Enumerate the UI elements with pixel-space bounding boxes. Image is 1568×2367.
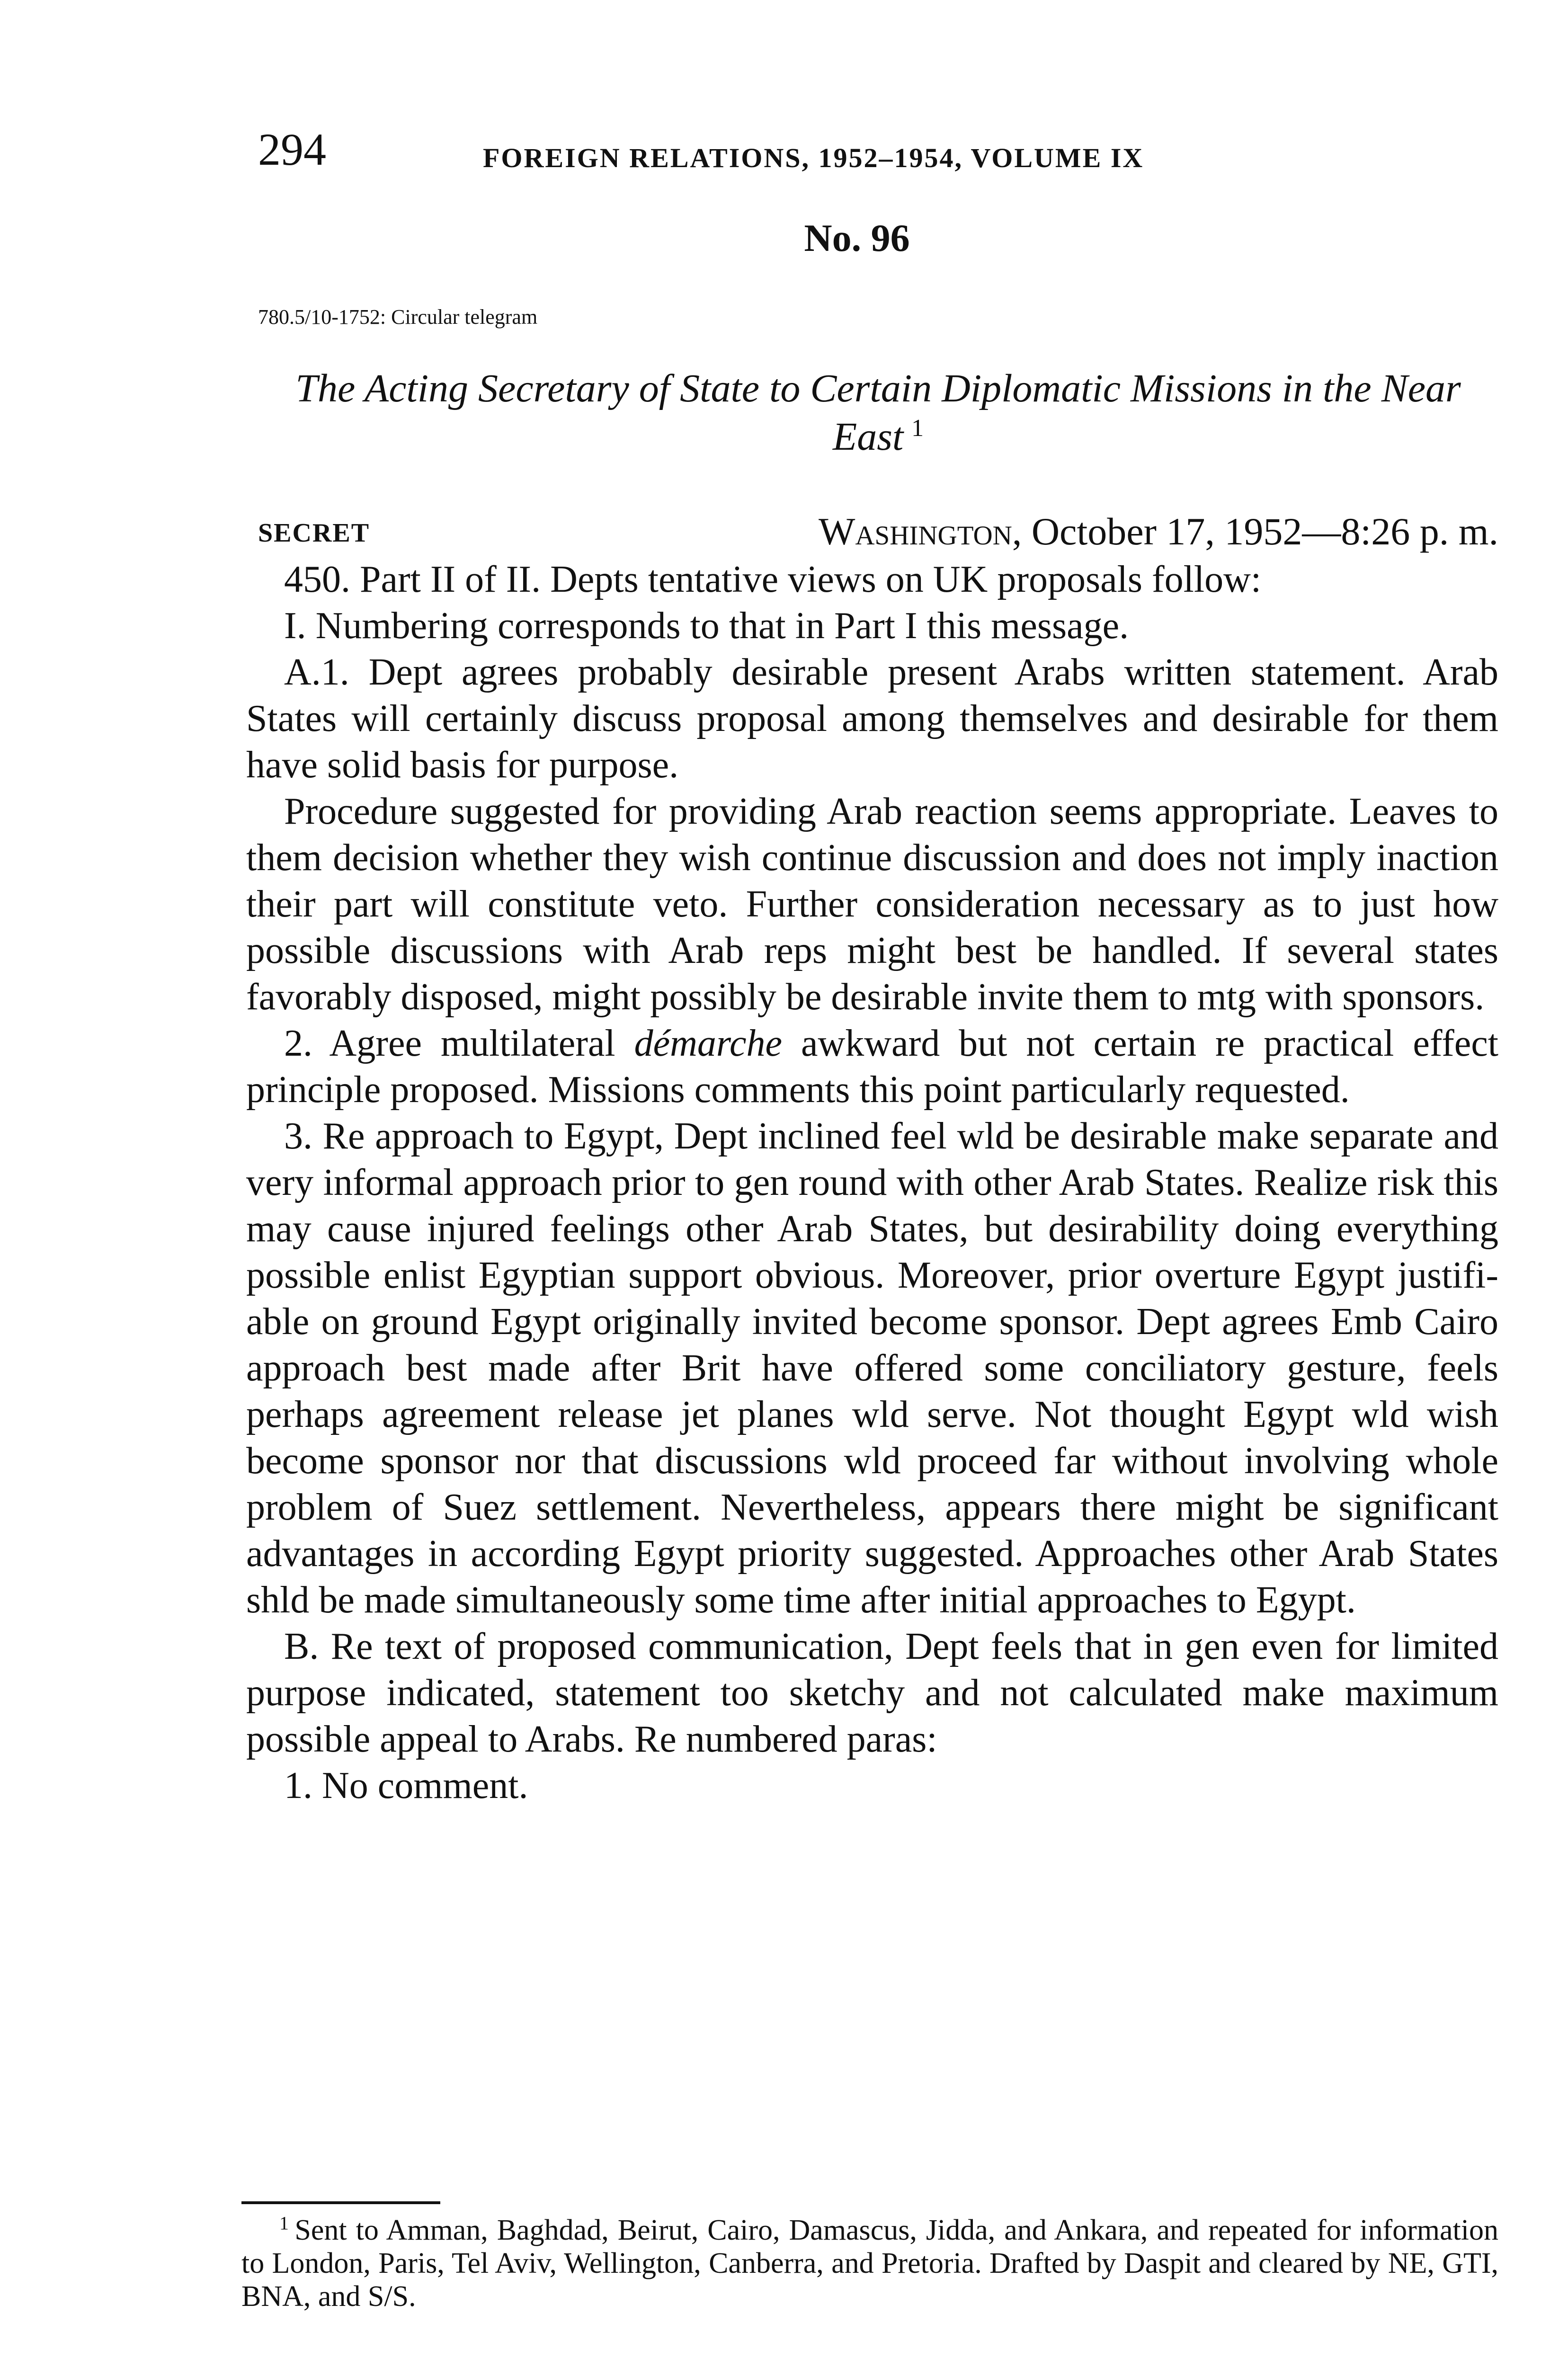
footnote-marker: 1	[279, 2212, 289, 2234]
dateline-place: Washington,	[818, 510, 1022, 553]
body-paragraph: 2. Agree multilateral démarche awkward but not certain re practical effect principle proposed. Missions comments this point particularly requested.	[246, 1023, 1499, 1111]
telegram-body	[246, 556, 1498, 1809]
body-paragraph: B. Re text of proposed communication, Dept feels that in gen even for limited purpose indicated, statement too sketchy and not calculated make maximum possible appeal to Arabs. Re numbered paras:	[246, 1626, 1498, 1760]
document-title	[258, 365, 1498, 461]
dateline-date: October 17, 1952—8:26 p. m.	[1031, 510, 1498, 553]
italic-term: démarche	[634, 1023, 783, 1064]
running-title: FOREIGN RELATIONS, 1952–1954, VOLUME IX	[483, 142, 1144, 173]
footnote-divider	[241, 2201, 440, 2204]
file-reference: 780.5/10-1752: Circular telegram	[258, 305, 538, 329]
body-paragraph: 450. Part II of II. Depts tentative views on UK proposals follow:	[284, 559, 1262, 600]
body-paragraph: I. Numbering corresponds to that in Part I this message.	[284, 605, 1129, 647]
page-number: 294	[258, 124, 326, 175]
dateline	[724, 512, 1498, 551]
body-paragraph: 1. No comment.	[284, 1765, 528, 1806]
body-paragraph: 3. Re approach to Egypt, Dept inclined feel wld be desirable make separate and very informal approach prior to gen round with other Arab States. Realize risk this may cause injured feelings other Arab States, but desirability doing everything possible enlist Egyptian support obvious. Moreover, prior overture Egypt justifiable on ground Egypt originally invited become sponsor. Dept agrees Emb Cairo approach best made after Brit have offered some conciliatory gesture, feels perhaps agreement release jet planes wld serve. Not thought Egypt wld wish become sponsor nor that discussions wld proceed far without involving whole problem of Suez settlement. Nevertheless, appears there might be significant advantages in according Egypt priority suggested. Approaches other Arab States shld be made simultaneously some time after initial approaches to Egypt.	[246, 1115, 1498, 1621]
title-footnote-marker: 1	[911, 415, 924, 442]
classification-label: SECRET	[258, 518, 370, 548]
document-title-text: The Acting Secretary of State to Certain Diplomatic Missions in the Near East	[295, 366, 1461, 459]
footnote	[241, 2214, 1498, 2313]
footnote-text: Sent to Amman, Baghdad, Beirut, Cairo, Damascus, Jidda, and Ankara, and repeated for information to London, Paris, Tel Aviv, Wellington, Canberra, and Pretoria. Drafted by Daspit and cleared by NE, GTI, BNA, and S/S.	[241, 2214, 1498, 2313]
body-paragraph: A.1. Dept agrees probably desirable present Arabs written statement. Arab States will certainly discuss proposal among themselves and desirable for them have solid basis for purpose.	[246, 651, 1498, 786]
body-paragraph: Procedure suggested for providing Arab reaction seems appropriate. Leaves to them decision whether they wish continue discussion and does not imply inaction their part will constitute veto. Further consideration necessary as to just how possible discussions with Arab reps might best be handled. If several states favorably disposed, might possibly be desirable invite them to mtg with sponsors.	[246, 791, 1498, 1018]
document-number: No. 96	[804, 216, 910, 259]
